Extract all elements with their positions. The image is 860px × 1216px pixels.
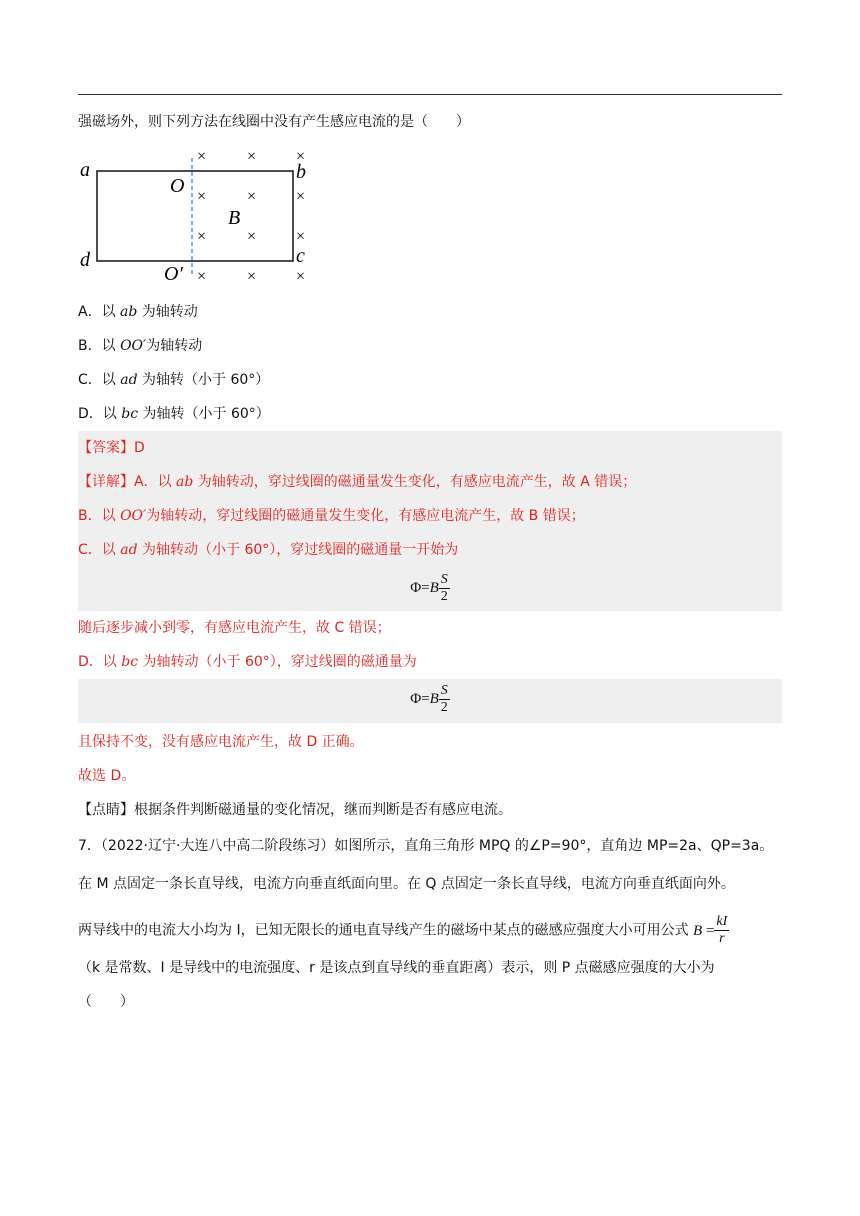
question-7-line-4: （k 是常数、I 是导线中的电流强度、r 是该点到直导线的垂直距离）表示，则 P 点磁感应强度的大小为 xyxy=(78,960,715,976)
field-crosses xyxy=(197,148,305,284)
option-a: A．以 ab 为轴转动 xyxy=(78,304,198,320)
answer-line: 【答案】D xyxy=(78,440,145,456)
cross: × xyxy=(247,148,257,165)
option-b: B．以 OO′为轴转动 xyxy=(78,338,203,354)
choose-line: 故选 D。 xyxy=(78,768,136,784)
cross: × xyxy=(296,148,306,165)
question-7-line-3: 两导线中的电流大小均为 I，已知无限长的通电直导线产生的磁场中某点的磁感应强度大小可用公式 B = $\frac{kI}{r}$ xyxy=(78,914,728,946)
coil-field-figure xyxy=(76,142,316,284)
cross: × xyxy=(197,188,207,205)
cross: × xyxy=(247,268,257,284)
header-rule xyxy=(78,94,782,95)
label-b-field: B xyxy=(228,207,241,229)
comment-line: 【点睛】根据条件判断磁通量的变化情况，继而判断是否有感应电流。 xyxy=(78,802,512,818)
cross: × xyxy=(247,188,257,205)
flux-formula-1: Φ=B $\frac{S}{2}$ xyxy=(410,572,448,604)
option-d: D．以 bc 为轴转（小于 60°） xyxy=(78,406,270,422)
question-7-line-5: （ ） xyxy=(78,994,134,1010)
label-d: d xyxy=(80,249,90,271)
label-o: O xyxy=(170,175,185,197)
label-b: b xyxy=(296,161,306,183)
question-6-stem: 强磁场外，则下列方法在线圈中没有产生感应电流的是（ ） xyxy=(78,114,470,130)
detail-a: 【详解】A．以 ab 为轴转动，穿过线圈的磁通量发生变化，有感应电流产生，故 A 错误； xyxy=(78,474,637,490)
question-7-line-2: 在 M 点固定一条长直导线，电流方向垂直纸面向里。在 Q 点固定一条长直导线，电流方向垂直纸面向外。 xyxy=(78,876,735,892)
cross: × xyxy=(197,268,207,284)
cross: × xyxy=(247,228,257,245)
coil-rectangle xyxy=(97,171,293,261)
cross: × xyxy=(296,228,306,245)
label-o-prime: O′ xyxy=(164,263,183,284)
option-c: C．以 ad 为轴转（小于 60°） xyxy=(78,372,270,388)
label-a: a xyxy=(80,159,90,181)
detail-c-end: 随后逐步减小到零，有感应电流产生，故 C 错误； xyxy=(78,620,391,636)
detail-b: B．以 OO′为轴转动，穿过线圈的磁通量发生变化，有感应电流产生，故 B 错误； xyxy=(78,508,585,524)
question-7-line-1: 7．（2022·辽宁·大连八中高二阶段练习）如图所示，直角三角形 MPQ 的∠P=90°，直角边 MP=2a、QP=3a。 xyxy=(78,838,774,854)
cross: × xyxy=(197,148,207,165)
flux-formula-2: Φ=B $\frac{S}{2}$ xyxy=(410,683,448,715)
detail-d-end: 且保持不变，没有感应电流产生，故 D 正确。 xyxy=(78,734,364,750)
cross: × xyxy=(197,228,207,245)
cross: × xyxy=(296,188,306,205)
detail-c: C．以 ad 为轴转动（小于 60°），穿过线圈的磁通量一开始为 xyxy=(78,542,459,558)
cross: × xyxy=(296,268,306,284)
label-c: c xyxy=(296,245,305,267)
detail-d: D．以 bc 为轴转动（小于 60°），穿过线圈的磁通量为 xyxy=(78,654,417,670)
